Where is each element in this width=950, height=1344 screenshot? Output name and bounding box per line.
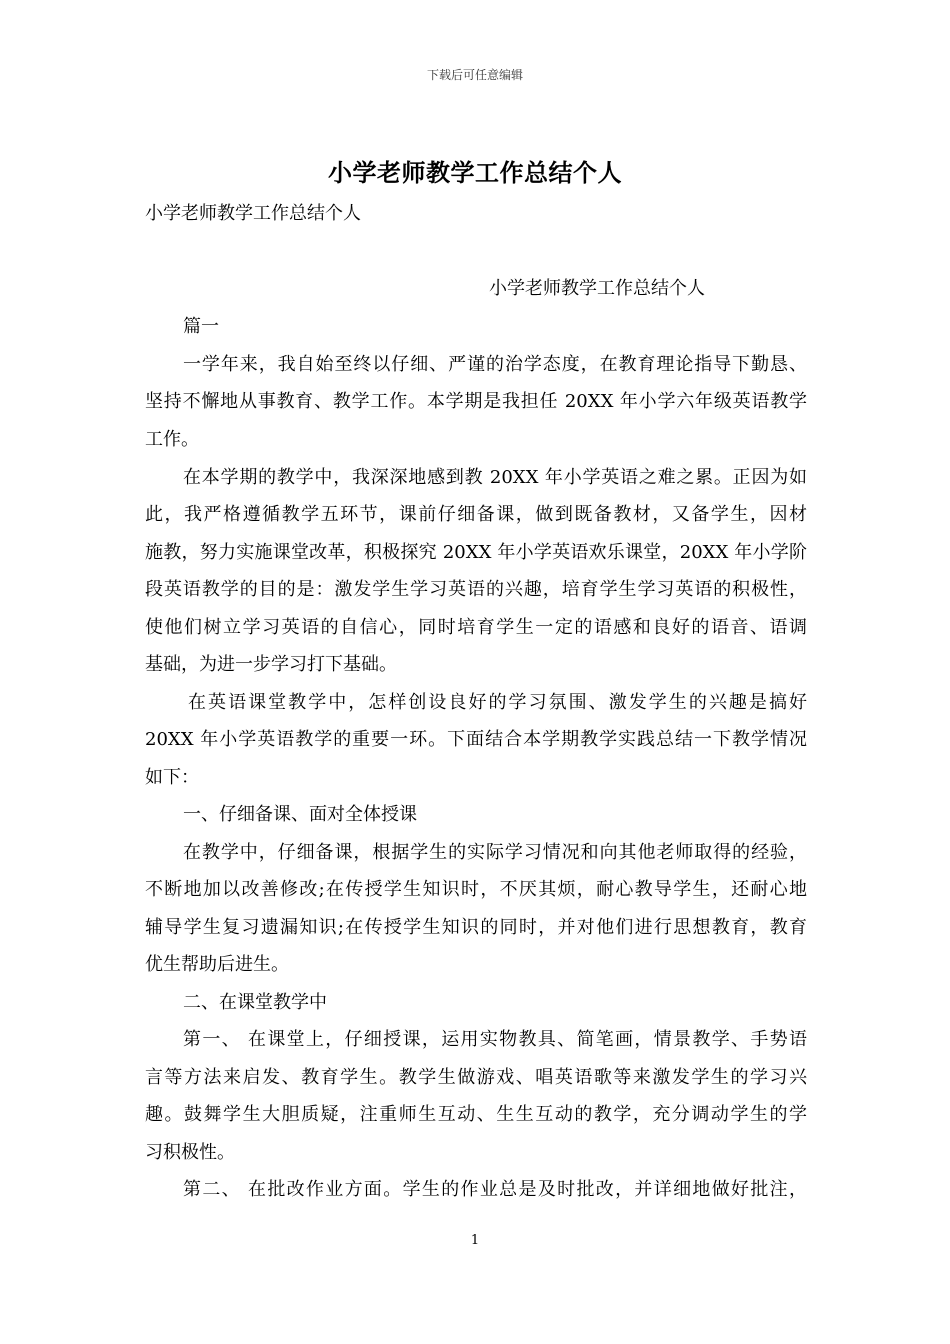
paragraph-2-line-3: 施教，努力实施课堂改革，积极探究 20XX 年小学英语欢乐课堂，20XX 年小学阶 <box>145 542 807 563</box>
paragraph-4-line-4: 优生帮助后进生。 <box>145 954 289 975</box>
paragraph-5-line-1: 第一、 在课堂上，仔细授课，运用实物教具、简笔画，情景教学、手势语 <box>183 1029 807 1050</box>
paragraph-3-line-1: 在英语课堂教学中，怎样创设良好的学习氛围、激发学生的兴趣是搞好 <box>188 692 807 713</box>
paragraph-3-line-3: 如下： <box>145 767 199 788</box>
paragraph-1-line-1: 一学年来，我自始至终以仔细、严谨的治学态度，在教育理论指导下勤恳、 <box>183 354 807 375</box>
paragraph-2-line-6: 基础，为进一步学习打下基础。 <box>145 654 397 675</box>
paragraph-5-line-3: 趣。鼓舞学生大胆质疑，注重师生互动、生生互动的教学，充分调动学生的学 <box>145 1104 807 1125</box>
page-number: 1 <box>470 1233 480 1248</box>
paragraph-4-line-2: 不断地加以改善修改;在传授学生知识时，不厌其烦，耐心教导学生，还耐心地 <box>145 879 807 900</box>
paragraph-1-line-2: 坚持不懈地从事教育、教学工作。本学期是我担任 20XX 年小学六年级英语教学 <box>145 391 807 412</box>
paragraph-6-line-1: 第二、 在批改作业方面。学生的作业总是及时批改，并详细地做好批注， <box>183 1179 807 1200</box>
paragraph-2-line-2: 此，我严格遵循教学五环节，课前仔细备课，做到既备教材，又备学生，因材 <box>145 504 807 525</box>
section-1-heading: 一、仔细备课、面对全体授课 <box>183 804 417 825</box>
paragraph-1-line-3: 工作。 <box>145 429 199 450</box>
paragraph-4-line-3: 辅导学生复习遗漏知识;在传授学生知识的同时，并对他们进行思想教育，教育 <box>145 917 807 938</box>
paragraph-2-line-1: 在本学期的教学中，我深深地感到教 20XX 年小学英语之难之累。正因为如 <box>183 467 807 488</box>
document-title: 小学老师教学工作总结个人 <box>328 158 622 187</box>
header-note: 下载后可任意编辑 <box>426 68 523 82</box>
paragraph-3-line-2: 20XX 年小学英语教学的重要一环。下面结合本学期教学实践总结一下教学情况 <box>145 729 807 750</box>
section-2-heading: 二、在课堂教学中 <box>183 992 327 1013</box>
paragraph-2-line-4: 段英语教学的目的是：激发学生学习英语的兴趣，培育学生学习英语的积极性， <box>145 579 807 600</box>
centered-title: 小学老师教学工作总结个人 <box>489 278 705 299</box>
part-label: 篇一 <box>183 316 219 337</box>
paragraph-2-line-5: 使他们树立学习英语的自信心，同时培育学生一定的语感和良好的语音、语调 <box>145 617 807 638</box>
paragraph-4-line-1: 在教学中，仔细备课，根据学生的实际学习情况和向其他老师取得的经验， <box>183 842 807 863</box>
document-subtitle: 小学老师教学工作总结个人 <box>145 203 361 224</box>
paragraph-5-line-2: 言等方法来启发、教育学生。教学生做游戏、唱英语歌等来激发学生的学习兴 <box>145 1067 807 1088</box>
paragraph-5-line-4: 习积极性。 <box>145 1142 235 1163</box>
